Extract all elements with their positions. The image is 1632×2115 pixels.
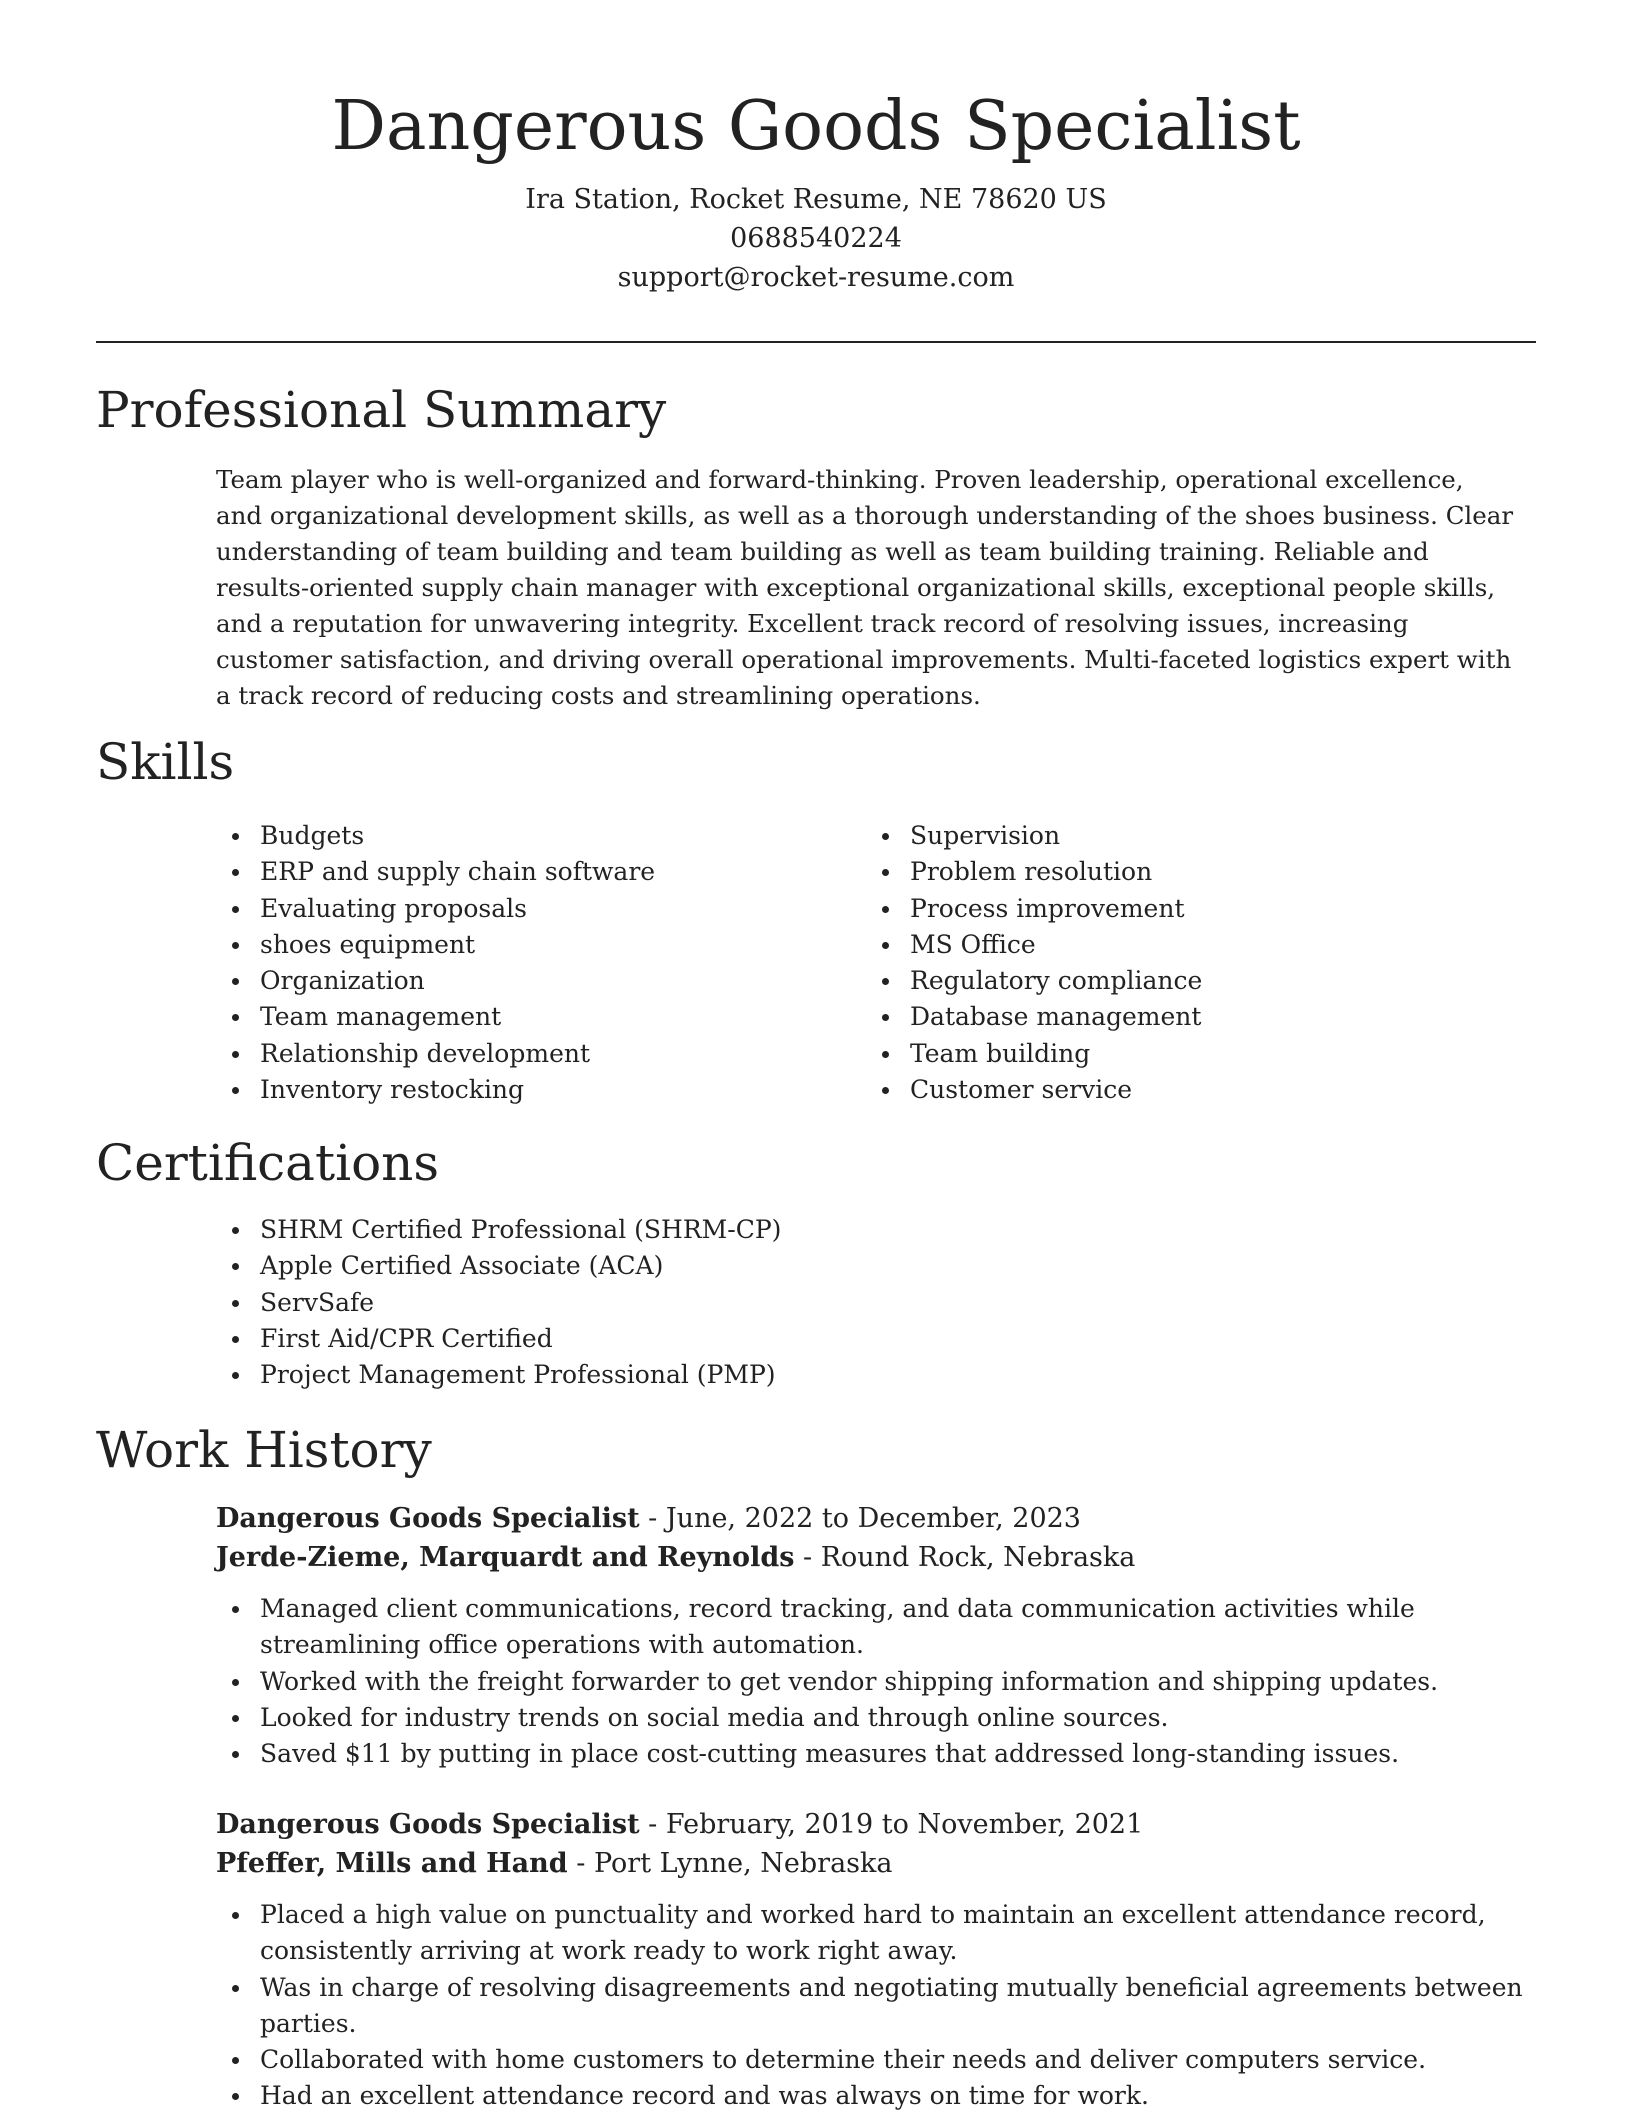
job-bullets — [216, 1897, 1536, 2115]
section-title-skills: Skills — [96, 733, 235, 791]
section-title-summary: Professional Summary — [96, 381, 667, 439]
contact-info — [0, 180, 1632, 297]
job-bullets — [216, 1591, 1536, 1772]
job-company-line — [216, 1538, 1536, 1577]
list-item: Had an excellent attendance record and was always on time for work. — [216, 2078, 1536, 2114]
section-title-work-history: Work History — [96, 1421, 432, 1479]
list-item: Evaluating proposals — [216, 891, 655, 927]
job-title: Dangerous Goods Specialist — [216, 1809, 640, 1840]
skills-list-left — [216, 818, 655, 1108]
job-company: Jerde-Zieme, Marquardt and Reynolds — [216, 1542, 795, 1573]
list-item: Project Management Professional (PMP) — [216, 1357, 781, 1393]
list-item: Supervision — [866, 818, 1202, 854]
certifications-list — [216, 1212, 781, 1393]
list-item: Team management — [216, 999, 655, 1035]
list-item: ERP and supply chain software — [216, 854, 655, 890]
job-location: - Port Lynne, Nebraska — [567, 1848, 893, 1879]
list-item: Problem resolution — [866, 854, 1202, 890]
summary-text: Team player who is well-organized and forward-thinking. Proven leadership, operational excellence, and organizational development skills, as well as a thorough understanding of the shoes business. Clear understanding of team building and team building as well as team building training. Reliable and results-oriented supply chain manager with exceptional organizational skills, exceptional people skills, and a reputation for unwavering integrity. Excellent track record of resolving issues, increasing customer satisfaction, and driving overall operational improvements. Multi-faceted logistics expert with a track record of reducing costs and streamlining operations. — [216, 465, 1514, 710]
list-item: Inventory restocking — [216, 1072, 655, 1108]
list-item: Budgets — [216, 818, 655, 854]
job-title: Dangerous Goods Specialist — [216, 1503, 640, 1534]
list-item: First Aid/CPR Certified — [216, 1321, 781, 1357]
list-item: Process improvement — [866, 891, 1202, 927]
address: Ira Station, Rocket Resume, NE 78620 US — [525, 184, 1107, 215]
list-item: Saved $11 by putting in place cost-cutting measures that addressed long-standing issues. — [216, 1736, 1536, 1772]
job-location: - Round Rock, Nebraska — [794, 1542, 1136, 1573]
list-item: Customer service — [866, 1072, 1202, 1108]
section-title-certifications: Certifications — [96, 1134, 440, 1192]
job-dates: - June, 2022 to December, 2023 — [639, 1503, 1081, 1534]
header-divider — [96, 341, 1536, 343]
resume-header — [0, 0, 1632, 297]
list-item: ServSafe — [216, 1285, 781, 1321]
phone: 0688540224 — [730, 223, 902, 254]
list-item: Collaborated with home customers to determine their needs and deliver computers service. — [216, 2042, 1536, 2078]
job-entry — [216, 1805, 1536, 2115]
list-item: Relationship development — [216, 1036, 655, 1072]
list-item: SHRM Certified Professional (SHRM-CP) — [216, 1212, 781, 1248]
list-item: Managed client communications, record tracking, and data communication activities while streamlining office operations with automation. — [216, 1591, 1536, 1664]
list-item: Database management — [866, 999, 1202, 1035]
list-item: Placed a high value on punctuality and worked hard to maintain an excellent attendance record, consistently arriving at work ready to work right away. — [216, 1897, 1536, 1970]
list-item: MS Office — [866, 927, 1202, 963]
email: support@rocket-resume.com — [617, 262, 1015, 293]
list-item: Looked for industry trends on social media and through online sources. — [216, 1700, 1536, 1736]
candidate-name: Dangerous Goods Specialist — [331, 87, 1301, 166]
skills-list-right — [866, 818, 1202, 1108]
list-item: Organization — [216, 963, 655, 999]
job-dates: - February, 2019 to November, 2021 — [639, 1809, 1144, 1840]
list-item: Regulatory compliance — [866, 963, 1202, 999]
job-entry — [216, 1499, 1536, 1772]
job-title-line — [216, 1499, 1536, 1538]
list-item: Was in charge of resolving disagreements and negotiating mutually beneficial agreements between parties. — [216, 1970, 1536, 2043]
job-company-line — [216, 1844, 1536, 1883]
list-item: Apple Certified Associate (ACA) — [216, 1248, 781, 1284]
list-item: Team building — [866, 1036, 1202, 1072]
job-title-line — [216, 1805, 1536, 1844]
list-item: shoes equipment — [216, 927, 655, 963]
list-item: Worked with the freight forwarder to get vendor shipping information and shipping updates. — [216, 1664, 1536, 1700]
job-company: Pfeffer, Mills and Hand — [216, 1848, 568, 1879]
